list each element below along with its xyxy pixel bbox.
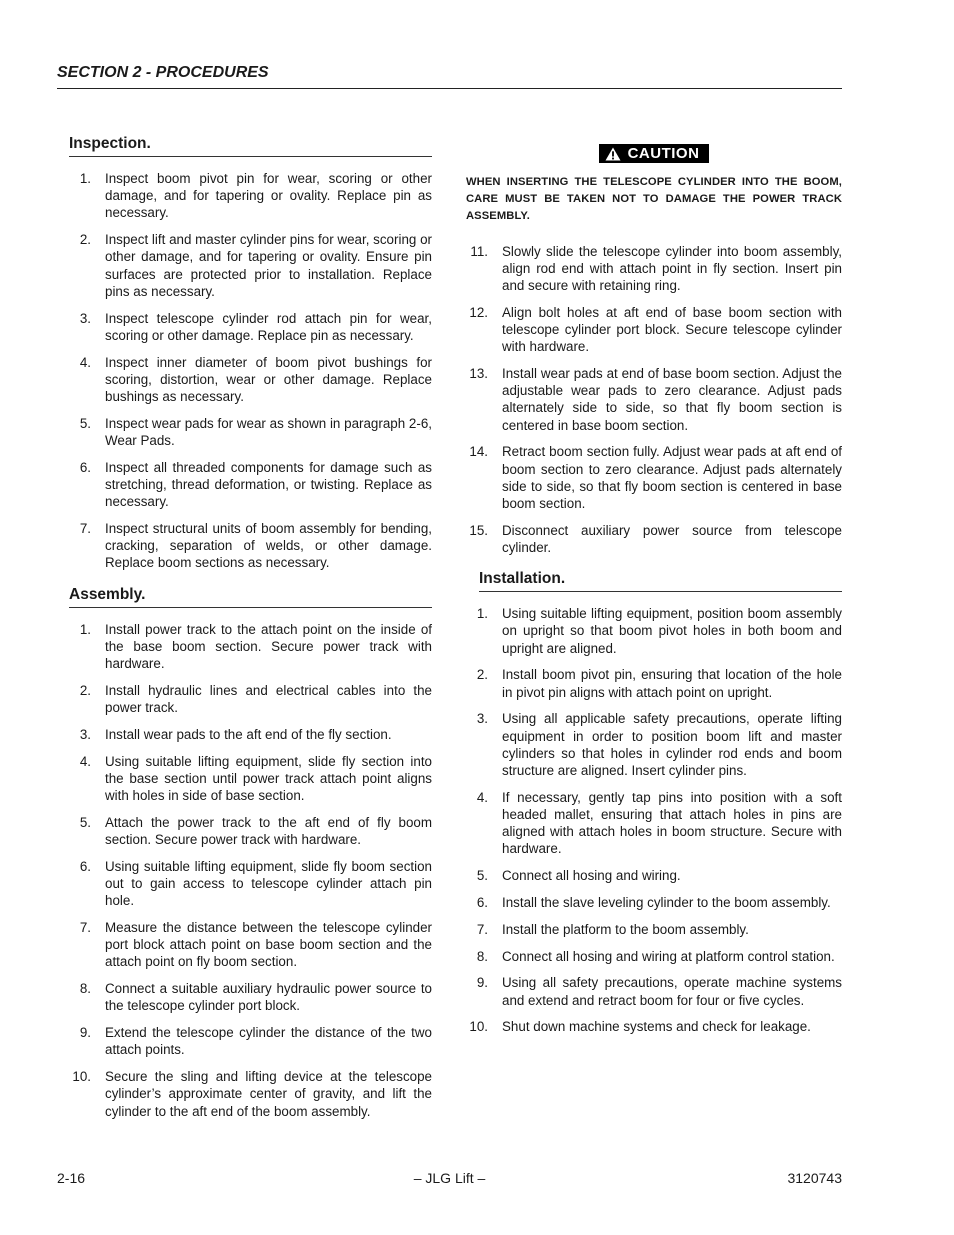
item-text: Install wear pads to the aft end of the fly section.	[105, 726, 392, 742]
list-item	[466, 1018, 842, 1035]
section-title: SECTION 2 - PROCEDURES	[57, 64, 269, 81]
item-number: 2.	[79, 682, 91, 698]
list-item	[69, 980, 432, 1014]
item-text: Align bolt holes at aft end of base boom section with telescope cylinder port block. Secure telescope cylinder with hardware.	[502, 304, 842, 355]
list-item	[466, 867, 842, 884]
caution-label: CAUTION	[627, 145, 700, 162]
item-text: Install the platform to the boom assembly.	[502, 921, 749, 937]
list-item	[69, 354, 432, 406]
item-text: Using all safety precautions, operate machine systems and extend and retract boom for four or five cycles.	[502, 975, 842, 1008]
installation-heading: Installation.	[479, 570, 842, 592]
list-item	[69, 231, 432, 300]
item-text: Attach the power track to the aft end of fly boom section. Secure power track with hardware.	[105, 814, 432, 848]
item-number: 13.	[469, 365, 488, 381]
caution-badge	[599, 144, 710, 163]
item-number: 3.	[476, 711, 488, 727]
caution-banner	[466, 144, 842, 166]
item-number: 9.	[476, 975, 488, 991]
list-item	[69, 1068, 432, 1120]
item-text: Extend the telescope cylinder the distance of the two attach points.	[105, 1025, 432, 1058]
item-number: 4.	[79, 354, 91, 370]
item-text: Shut down machine systems and check for leakage.	[502, 1019, 811, 1035]
list-item	[69, 1024, 432, 1058]
item-text: Install the slave leveling cylinder to the boom assembly.	[502, 894, 831, 910]
list-item	[466, 666, 842, 700]
item-text: Inspect structural units of boom assembly for bending, cracking, separation of welds, or other damage. Replace boom sections as necessary.	[105, 521, 432, 571]
list-item	[466, 522, 842, 556]
list-item	[69, 919, 432, 971]
list-item	[69, 520, 432, 572]
item-text: If necessary, gently tap pins into position with a soft headed mallet, ensuring that attach holes in pins are aligned with attach holes in boom structure. Secure with hardware.	[502, 789, 842, 857]
item-text: Inspect boom pivot pin for wear, scoring or other damage, and for tapering or ovality. Replace pin as necessary.	[105, 171, 432, 221]
installation-list	[466, 605, 842, 1035]
list-item	[69, 621, 432, 673]
item-number: 6.	[476, 894, 488, 910]
item-text: Connect all hosing and wiring at platform control station.	[502, 948, 835, 964]
list-item	[466, 443, 842, 512]
item-number: 1.	[476, 606, 488, 622]
item-number: 1.	[79, 621, 91, 637]
list-item	[466, 974, 842, 1008]
assembly-heading: Assembly.	[69, 586, 432, 608]
item-text: Measure the distance between the telescope cylinder port block attach point on base boom section and the attach point on fly boom section.	[105, 920, 432, 970]
inspection-heading: Inspection.	[69, 135, 432, 157]
list-item	[69, 858, 432, 910]
item-text: Using all applicable safety precautions, operate lifting equipment in order to position boom lift and master cylinders so that holes in cylinder rod ends and boom structure are aligned. Insert cylinder pins.	[502, 711, 842, 778]
list-item	[466, 789, 842, 858]
assembly-continued-list	[466, 243, 842, 557]
item-text: Inspect all threaded components for damage such as stretching, thread deformation, or twisting. Replace as necessary.	[105, 459, 432, 510]
list-item	[466, 365, 842, 434]
item-number: 1.	[79, 171, 91, 186]
item-number: 9.	[79, 1025, 91, 1041]
item-number: 10.	[72, 1069, 91, 1085]
item-number: 6.	[79, 858, 91, 874]
item-text: Connect a suitable auxiliary hydraulic power source to the telescope cylinder port block.	[105, 981, 432, 1014]
list-item	[69, 682, 432, 716]
item-number: 7.	[476, 921, 488, 937]
item-number: 7.	[79, 920, 91, 936]
item-number: 10.	[469, 1019, 488, 1035]
header-divider	[57, 88, 842, 89]
item-number: 3.	[79, 726, 91, 742]
item-text: Inspect lift and master cylinder pins for wear, scoring or other damage, and for tapering or ovality. Ensure pin surfaces are protected prior to installation. Replace pins as necessary.	[105, 232, 432, 299]
item-number: 15.	[469, 522, 488, 538]
left-column	[69, 135, 432, 1129]
item-number: 2.	[476, 667, 488, 683]
assembly-list	[69, 621, 432, 1120]
list-item	[69, 310, 432, 344]
item-text: Inspect wear pads for wear as shown in paragraph 2-6, Wear Pads.	[105, 415, 432, 449]
item-text: Disconnect auxiliary power source from telescope cylinder.	[502, 522, 842, 555]
item-text: Retract boom section fully. Adjust wear pads at aft end of boom section to zero clearance. Adjust pads alternately side to side, so that fly boom section is centered in base boom section.	[502, 444, 842, 511]
warning-triangle-icon	[605, 147, 621, 161]
list-item	[69, 170, 432, 222]
list-item	[466, 921, 842, 938]
item-text: Using suitable lifting equipment, slide fly boom section out to gain access to telescope cylinder attach pin hole.	[105, 858, 432, 909]
item-text: Using suitable lifting equipment, position boom assembly on upright so that boom pivot holes in both boom and upright are aligned.	[502, 606, 842, 656]
list-item	[466, 894, 842, 911]
right-column	[466, 144, 842, 1045]
item-text: Using suitable lifting equipment, slide fly section into the base section until power track attach point aligns with holes in side of base section.	[105, 753, 432, 804]
list-item	[69, 726, 432, 743]
item-number: 7.	[79, 521, 91, 537]
item-number: 5.	[79, 814, 91, 830]
item-text: Install boom pivot pin, ensuring that location of the hole in pivot pin aligns with attach point on upright.	[502, 667, 842, 700]
item-text: Install hydraulic lines and electrical cables into the power track.	[105, 682, 432, 716]
page-number: 2-16	[57, 1170, 86, 1186]
list-item	[466, 304, 842, 356]
item-text: Install wear pads at end of base boom section. Adjust the adjustable wear pads to zero clearance. Adjust pads alternately side to side, so that fly boom section is centered in base boom section.	[502, 365, 842, 433]
list-item	[466, 243, 842, 295]
item-number: 2.	[79, 232, 91, 248]
item-number: 8.	[476, 948, 488, 964]
footer-brand: – JLG Lift –	[413, 1170, 486, 1186]
list-item	[466, 605, 842, 657]
inspection-list	[69, 170, 432, 572]
item-number: 3.	[79, 310, 91, 326]
item-number: 6.	[79, 459, 91, 475]
item-text: Inspect telescope cylinder rod attach pin for wear, scoring or other damage. Replace pin as necessary.	[105, 310, 432, 343]
document-number: 3120743	[787, 1170, 842, 1186]
item-text: Connect all hosing and wiring.	[502, 868, 681, 884]
list-item	[466, 948, 842, 965]
item-number: 11.	[470, 243, 488, 259]
item-number: 14.	[469, 444, 488, 460]
item-number: 4.	[476, 789, 488, 805]
list-item	[69, 753, 432, 805]
item-number: 4.	[79, 753, 91, 769]
list-item	[69, 814, 432, 848]
item-text: Secure the sling and lifting device at the telescope cylinder’s approximate center of gravity, and lift the cylinder to the aft end of the boom assembly.	[105, 1069, 432, 1119]
item-number: 5.	[79, 415, 91, 431]
item-text: Install power track to the attach point on the inside of the base boom section. Secure power track with hardware.	[105, 621, 432, 672]
item-number: 12.	[469, 304, 488, 320]
list-item	[466, 710, 842, 779]
item-text: Inspect inner diameter of boom pivot bushings for scoring, distortion, wear or other damage. Replace bushings as necessary.	[105, 354, 432, 405]
item-text: Slowly slide the telescope cylinder into boom assembly, align rod end with attach point in fly section. Insert pin and secure with retaining ring.	[502, 243, 842, 293]
item-number: 5.	[476, 868, 488, 884]
list-item	[69, 459, 432, 511]
caution-text: WHEN INSERTING THE TELESCOPE CYLINDER INTO THE BOOM, CARE MUST BE TAKEN NOT TO DAMAGE THE POWER TRACK ASSEMBLY.	[466, 175, 842, 222]
item-number: 8.	[79, 981, 91, 997]
list-item	[69, 415, 432, 449]
